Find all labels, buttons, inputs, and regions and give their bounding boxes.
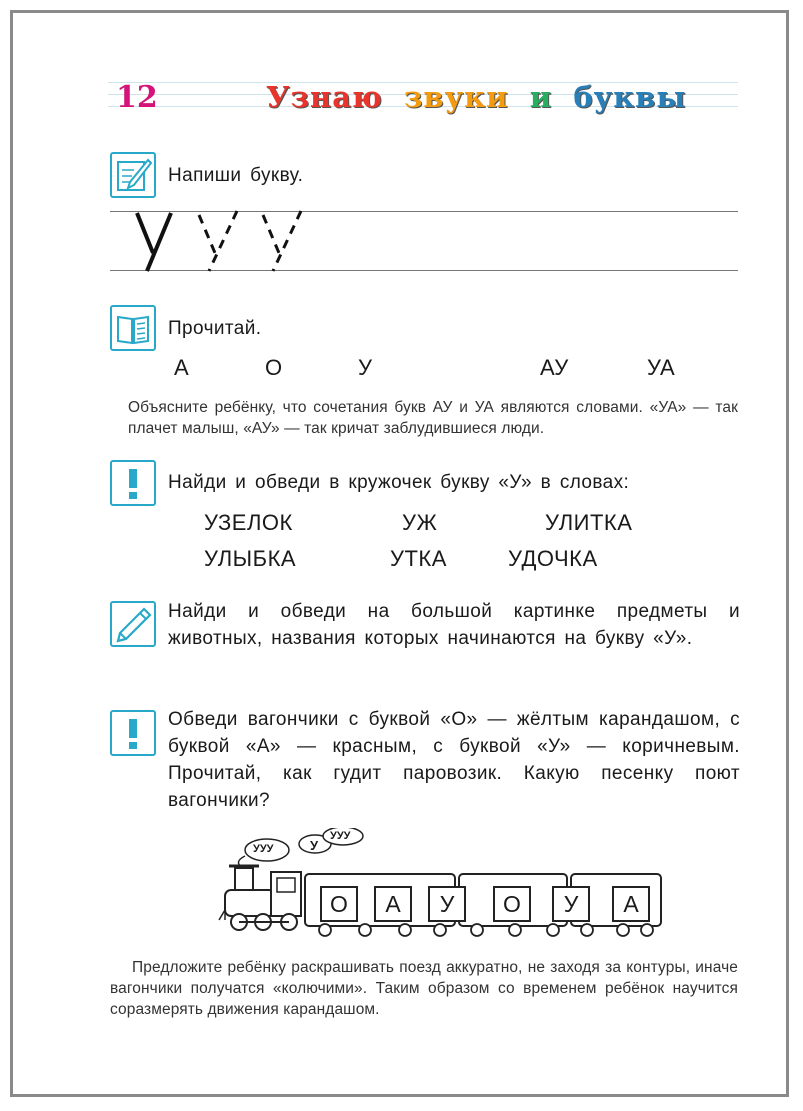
wagon-letter: А (612, 886, 650, 922)
reading-item: У (358, 355, 373, 380)
smoke-text: УУУ (253, 843, 274, 855)
word: УЖ (402, 510, 438, 535)
pencil-note-icon (110, 152, 156, 198)
task4-text: Найди и обведи на большой картинке предметы и животных, названия которых начинаются на букву «У». (168, 601, 740, 649)
smoke-text: У (310, 838, 319, 853)
wagon-letter: О (493, 886, 531, 922)
wagon-letter: О (320, 886, 358, 922)
open-book-icon (110, 305, 156, 351)
reading-item: А (174, 355, 190, 380)
reading-item: АУ (540, 355, 569, 380)
title-word: и (529, 80, 553, 114)
smoke-text: УУУ (330, 830, 351, 842)
page-number: 12 (116, 80, 158, 115)
word: УТКА (390, 546, 447, 571)
title-word: Узнаю (266, 80, 383, 114)
wagon-letter: А (374, 886, 412, 922)
title-word: звуки (403, 80, 509, 114)
word: УЗЕЛОК (204, 510, 293, 535)
task5-text: Обведи вагончики с буквой «О» — жёлтым карандашом, с буквой «А» — красным, с буквой «У» — коричневым. Прочитай, как гудит паровозик. Какую песенку поют вагончики? (168, 709, 740, 811)
task2-text: Прочитай. (168, 318, 262, 339)
letter-tracing (125, 205, 325, 275)
wagon-letter: У (552, 886, 590, 922)
reading-item: УА (647, 355, 676, 380)
title-word: буквы (573, 80, 687, 114)
task3-text: Найди и обведи в кружочек букву «У» в словах: (168, 472, 630, 493)
pencil-icon (110, 601, 156, 647)
wagon-letter: У (428, 886, 466, 922)
page-title (266, 80, 686, 114)
word: УЛЫБКА (204, 546, 297, 571)
parent-note: Объясните ребёнку, что сочетания букв АУ и УА являются словами. «УА» — так плачет малыш, «АУ» — так кричат заблудившиеся люди. (128, 399, 738, 437)
word: УДОЧКА (508, 546, 598, 571)
exclamation-icon (110, 710, 156, 756)
word: УЛИТКА (545, 510, 633, 535)
exclamation-icon (110, 460, 156, 506)
parent-note: Предложите ребёнку раскрашивать поезд аккуратно, не заходя за контуры, иначе вагончики получатся «колючими». Таким образом со временем ребёнок научится соразмерять движения карандашом. (110, 959, 738, 1018)
task1-text: Напиши букву. (168, 165, 304, 186)
reading-item: О (265, 355, 283, 380)
